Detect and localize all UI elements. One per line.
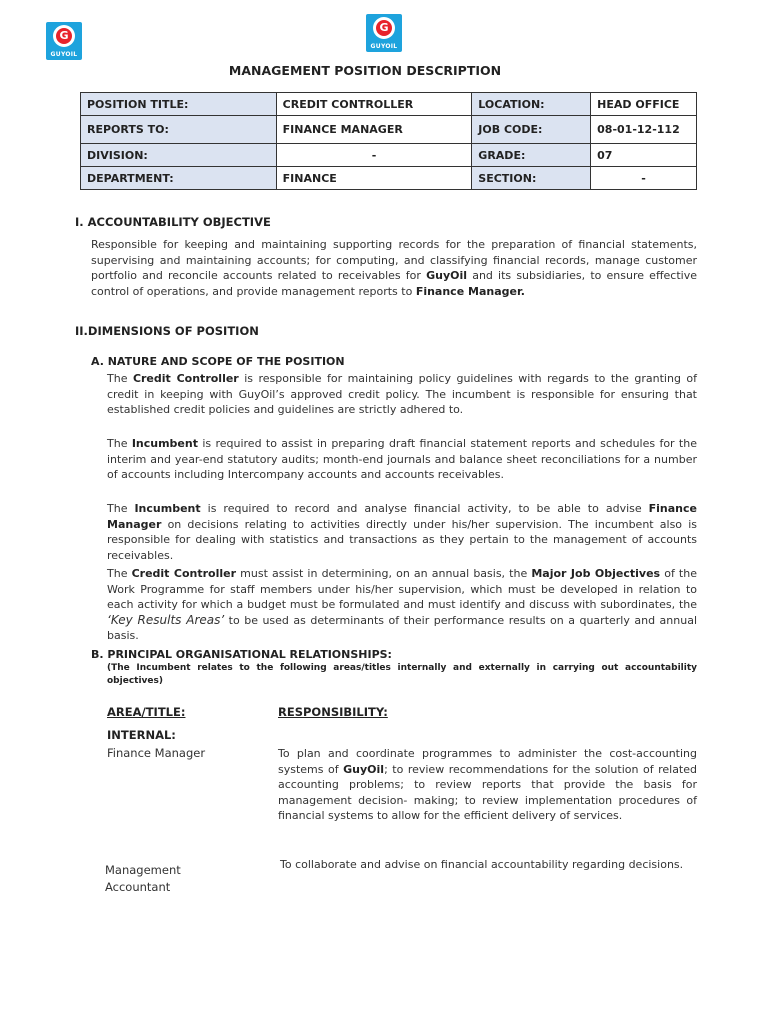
guyoil-logo-left: G GUYOIL (46, 22, 82, 60)
logo-ring-icon: G (53, 25, 75, 47)
grade-value: 07 (591, 144, 697, 167)
relationships-note: (The Incumbent relates to the following areas/titles internally and externally in carrying out accountability objectives) (107, 663, 697, 686)
area-title-column-header: AREA/TITLE: (107, 705, 186, 719)
position-title-value: CREDIT CONTROLLER (276, 93, 472, 116)
responsibility-column-header: RESPONSIBILITY: (278, 705, 388, 719)
responsibility-finance-manager: To plan and coordinate programmes to administer the cost-accounting systems of GuyOil; to review recommendations for the solution of related accounting problems; to review reports that provide the basis for management decision- making; to review implementation procedures of financial systems to allow for the efficient delivery of services. (278, 747, 697, 823)
location-label: LOCATION: (472, 93, 591, 116)
nature-scope-heading: A. NATURE AND SCOPE OF THE POSITION (91, 355, 345, 368)
accountability-objective-heading: I. ACCOUNTABILITY OBJECTIVE (75, 215, 271, 229)
document-title: MANAGEMENT POSITION DESCRIPTION (228, 63, 502, 78)
department-value: FINANCE (276, 167, 472, 190)
accountability-objective-text: Responsible for keeping and maintaining supporting records for the preparation of financial statements, supervising and maintaining accounts; for computing, and classifying financial records, manage customer portfolio and reconcile accounts related to receivables for GuyOil and its subsidiaries, to ensure effective control of operations, and provide management reports to Finance Manager. (91, 238, 697, 298)
reports-to-label: REPORTS TO: (81, 116, 277, 144)
relationships-heading: B. PRINCIPAL ORGANISATIONAL RELATIONSHIPS: (91, 648, 392, 661)
responsibility-management-accountant: To collaborate and advise on financial accountability regarding decisions. (280, 858, 684, 871)
grade-label: GRADE: (472, 144, 591, 167)
area-management-accountant: Management Accountant (105, 863, 181, 894)
reports-to-value: FINANCE MANAGER (276, 116, 472, 144)
job-code-value: 08-01-12-112 (591, 116, 697, 144)
area-finance-manager: Finance Manager (107, 746, 206, 760)
table-row (81, 167, 697, 190)
department-label: DEPARTMENT: (81, 167, 277, 190)
location-value: HEAD OFFICE (591, 93, 697, 116)
section-value: - (591, 167, 697, 190)
table-row (81, 116, 697, 144)
job-code-label: JOB CODE: (472, 116, 591, 144)
dimensions-heading: II.DIMENSIONS OF POSITION (75, 324, 259, 338)
position-title-label: POSITION TITLE: (81, 93, 277, 116)
division-label: DIVISION: (81, 144, 277, 167)
logo-ring-icon: G (373, 17, 395, 39)
table-row (81, 144, 697, 167)
internal-label: INTERNAL: (107, 728, 176, 742)
nature-paragraph-1: The Credit Controller is responsible for maintaining policy guidelines with regards to the granting of credit in keeping with GuyOil’s approved credit policy. The incumbent is responsible for ensuring that established credit policies and guidelines are strictly adhered to. (107, 372, 697, 417)
position-info-table (80, 92, 697, 190)
nature-paragraph-2: The Incumbent is required to assist in preparing draft financial statement reports and schedules for the interim and year-end statutory audits; month-end journals and balance sheet reconciliations for a number of accounts including Intercompany accounts and accounts receivables. (107, 437, 697, 482)
division-value: - (276, 144, 472, 167)
nature-paragraph-3: The Incumbent is required to record and analyse financial activity, to be able to advise Finance Manager on decisions relating to activities directly under his/her supervision. The incumbent also is responsible for dealing with statistics and transactions as they pertain to the management of accounts receivables. (107, 502, 697, 562)
table-row (81, 93, 697, 116)
nature-paragraph-4: The Credit Controller must assist in determining, on an annual basis, the Major Job Objectives of the Work Programme for staff members under his/her supervision, which must be developed in relation to each activity for which a budget must be formulated and must identify and discuss with subordinates, the ‘Key Results Areas’ to be used as determinants of their performance results on a quarterly and annual basis. (107, 567, 697, 643)
guyoil-logo-center: G GUYOIL (366, 14, 402, 52)
section-label: SECTION: (472, 167, 591, 190)
